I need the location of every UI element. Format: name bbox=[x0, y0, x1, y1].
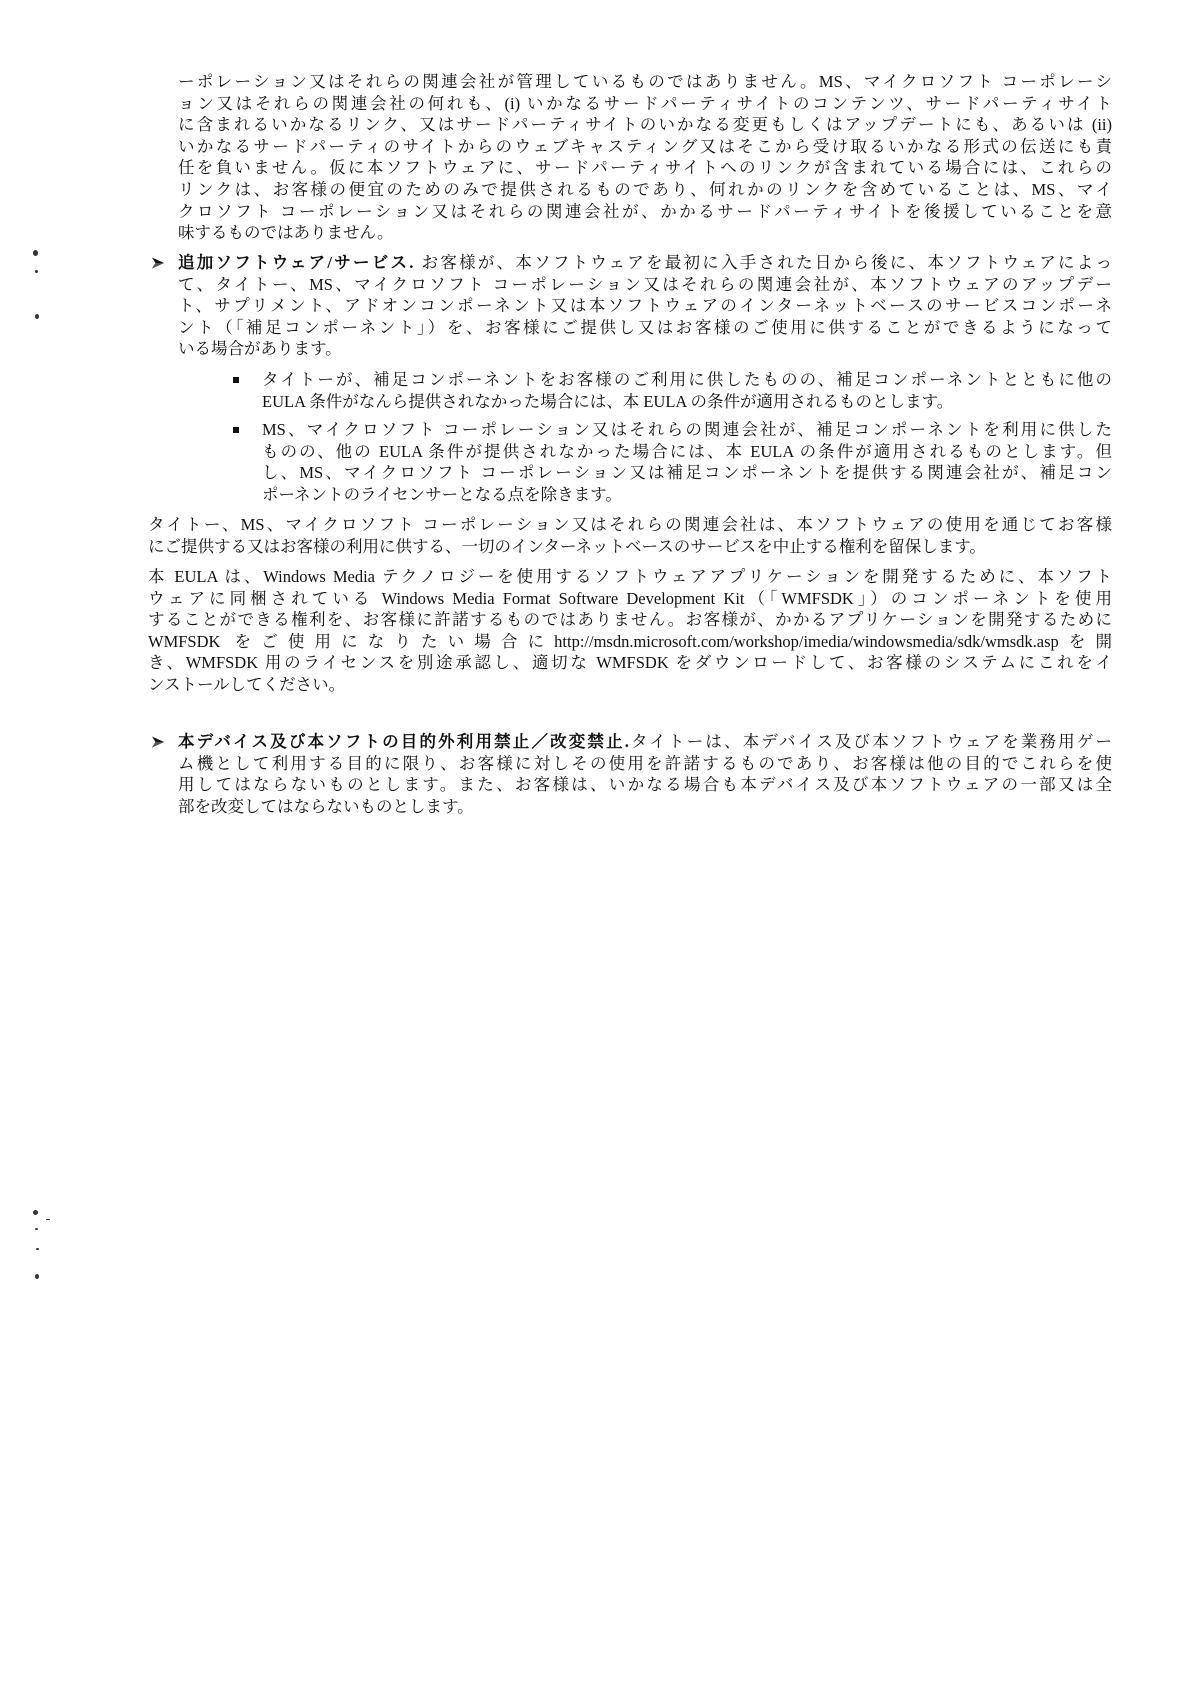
paragraph-line: ョン又はそれらの関連会社の何れも、(i) いかなるサードパーティサイトのコンテンツ、サードパーティサイト bbox=[178, 93, 1112, 113]
scan-speck bbox=[35, 1274, 39, 1279]
paragraph-line: 味するものではありません。 bbox=[178, 223, 394, 243]
paragraph-line: いかなるサードパーティのサイトからのウェブキャスティング又はそこから受け取るいかなる形式の伝送にも責 bbox=[178, 136, 1112, 156]
scan-speck bbox=[35, 270, 38, 273]
line-text: タイトーは、本デバイス及び本ソフトウェアを業務用ゲー bbox=[628, 732, 1112, 751]
paragraph-line bbox=[178, 731, 1112, 753]
paragraph-line: 用してはならないものとします。また、お客様は、いかなる場合も本デバイス及び本ソフトウェアの一部又は全 bbox=[178, 775, 1112, 795]
additional-software-section bbox=[178, 252, 1112, 360]
paragraph-line: 任を負いません。仮に本ソフトウェアに、サードパーティサイトへのリンクが含まれている場合には、これらの bbox=[178, 158, 1112, 178]
scan-speck bbox=[35, 314, 39, 319]
scan-speck bbox=[36, 1248, 39, 1250]
paragraph-line: MS、マイクロソフト コーポレーション又はそれらの関連会社が、補足コンポーネントを利用に供した bbox=[262, 420, 1112, 439]
paragraph-line: WMFSDK をご使用になりたい場合にhttp://msdn.microsoft.com/workshop/imedia/windowsmedia/sdk/wmsdk.aspを開 bbox=[148, 631, 1112, 651]
arrowhead-bullet-icon bbox=[151, 735, 165, 749]
section-title: 追加ソフトウェア/サービス. bbox=[178, 253, 414, 272]
paragraph-line: クロソフト コーポレーション又はそれらの関連会社が、かかるサードパーティサイトを後援していることを意 bbox=[178, 201, 1112, 221]
paragraph-line: ム機として利用する目的に限り、お客様に対しその使用を許諾するものであり、お客様は他の目的でこれらを使 bbox=[178, 753, 1112, 773]
paragraph-line: することができる権利を、お客様に許諾するものではありません。お客様が、かかるアプリケーションを開発するために bbox=[148, 610, 1112, 630]
paragraph-line: ウェアに同梱されている Windows Media Format Software Development Kit（「WMFSDK」）のコンポーネントを使用 bbox=[148, 588, 1112, 608]
wmfsdk-paragraph bbox=[148, 566, 1112, 696]
paragraph-line: 本 EULA は、Windows Media テクノロジーを使用するソフトウェアアプリケーションを開発するために、本ソフト bbox=[148, 567, 1112, 586]
paragraph-line: ント（「補足コンポーネント」）を、お客様にご提供し又はお客様のご使用に供することができるようになって bbox=[178, 317, 1112, 337]
paragraph-line: タイトー、MS、マイクロソフト コーポレーション又はそれらの関連会社は、本ソフトウェアの使用を通じてお客様 bbox=[148, 515, 1112, 534]
paragraph-line: いる場合があります。 bbox=[178, 339, 342, 359]
service-termination-paragraph bbox=[148, 514, 1112, 557]
paragraph-line bbox=[178, 252, 1112, 274]
paragraph-line: ポーネントのライセンサーとなる点を除きます。 bbox=[262, 484, 622, 504]
square-bullet-icon bbox=[233, 377, 239, 383]
paragraph-line: き、WMFSDK 用のライセンスを別途承認し、適切な WMFSDK をダウンロードして、お客様のシステムにこれをイ bbox=[148, 653, 1112, 673]
arrowhead-bullet-icon bbox=[151, 256, 165, 270]
scan-speck bbox=[33, 1210, 38, 1215]
use-restriction-section bbox=[178, 731, 1112, 817]
paragraph-line: し、MS、マイクロソフト コーポレーション又は補足コンポーネントを提供する関連会社が、補足コン bbox=[262, 463, 1112, 483]
paragraph-line: ものの、他の EULA 条件が提供されなかった場合には、本 EULA の条件が適用されるものとします。但 bbox=[262, 441, 1112, 461]
line-text: お客様が、本ソフトウェアを最初に入手された日から後に、本ソフトウェアによっ bbox=[419, 253, 1112, 272]
square-bullet-icon bbox=[233, 427, 239, 433]
scan-speck bbox=[35, 1228, 38, 1230]
paragraph-line: ンストールしてください。 bbox=[148, 674, 346, 694]
scan-speck bbox=[33, 250, 38, 256]
sub-item bbox=[262, 369, 1112, 412]
paragraph-line: リンクは、お客様の便宜のためのみで提供されるものであり、何れかのリンクを含めていることは、MS、マイ bbox=[178, 179, 1112, 199]
paragraph-line: に含まれるいかなるリンク、又はサードパーティサイトのいかなる変更もしくはアップデートにも、あるいは (ii) bbox=[178, 115, 1112, 135]
paragraph-line: ト、サプリメント、アドオンコンポーネント又は本ソフトウェアのインターネットベースのサービスコンポーネ bbox=[178, 296, 1112, 316]
section-title: 本デバイス及び本ソフトの目的外利用禁止／改変禁止. bbox=[178, 732, 629, 751]
paragraph-line: EULA 条件がなんら提供されなかった場合には、本 EULA の条件が適用されるものとします。 bbox=[262, 391, 954, 411]
paragraph-line: て、タイトー、MS、マイクロソフト コーポレーション又はそれらの関連会社が、本ソフトウェアのアップデー bbox=[178, 274, 1112, 294]
paragraph-line: ーポレーション又はそれらの関連会社が管理しているものではありません。MS、マイクロソフト コーポレーシ bbox=[178, 72, 1112, 91]
sub-item bbox=[262, 419, 1112, 505]
third-party-sites-paragraph bbox=[178, 71, 1112, 244]
paragraph-line: タイトーが、補足コンポーネントをお客様のご利用に供したものの、補足コンポーネントとともに他の bbox=[262, 370, 1112, 389]
scan-speck bbox=[46, 1219, 50, 1220]
paragraph-line: にご提供する又はお客様の利用に供する、一切のインターネットベースのサービスを中止する権利を留保します。 bbox=[148, 536, 986, 556]
paragraph-line: 部を改変してはならないものとします。 bbox=[178, 796, 474, 816]
